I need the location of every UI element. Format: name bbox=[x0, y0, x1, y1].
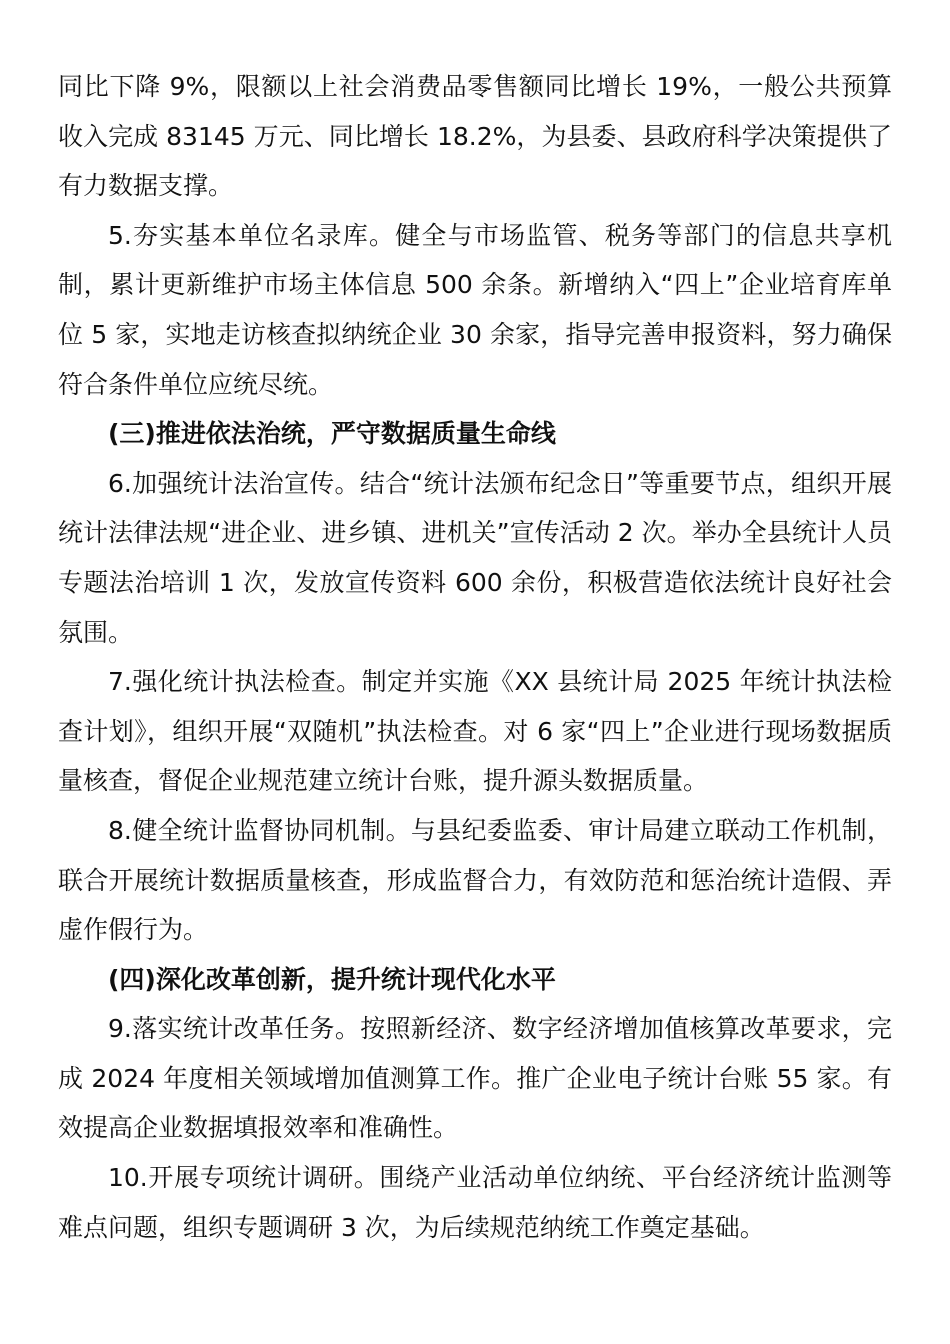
section-heading-3: (三)推进依法治统，严守数据质量生命线 bbox=[108, 419, 556, 449]
item-6-paragraph: 6.加强统计法治宣传。结合“统计法颁布纪念日”等重要节点，组织开展统计法律法规“进企业、进乡镇、进机关”宣传活动 2 次。举办全县统计人员专题法治培训 1 次，发放宣传资料 600 余份，积极营造依法统计良好社会氛围。 bbox=[58, 468, 892, 647]
document-body bbox=[58, 62, 892, 1252]
continued-paragraph: 同比下降 9%，限额以上社会消费品零售额同比增长 19%，一般公共预算收入完成 83145 万元、同比增长 18.2%，为县委、县政府科学决策提供了有力数据支撑。 bbox=[58, 72, 892, 201]
item-10-paragraph: 10.开展专项统计调研。围绕产业活动单位纳统、平台经济统计监测等难点问题，组织专题调研 3 次，为后续规范纳统工作奠定基础。 bbox=[58, 1163, 892, 1242]
item-5-paragraph: 5.夯实基本单位名录库。健全与市场监管、税务等部门的信息共享机制，累计更新维护市场主体信息 500 余条。新增纳入“四上”企业培育库单位 5 家，实地走访核查拟纳统企业 30 余家，指导完善申报资料，努力确保符合条件单位应统尽统。 bbox=[58, 220, 892, 399]
section-heading-4: (四)深化改革创新，提升统计现代化水平 bbox=[108, 964, 556, 994]
item-7-paragraph: 7.强化统计执法检查。制定并实施《XX 县统计局 2025 年统计执法检查计划》，组织开展“双随机”执法检查。对 6 家“四上”企业进行现场数据质量核查，督促企业规范建立统计台账，提升源头数据质量。 bbox=[58, 667, 892, 796]
item-8-paragraph: 8.健全统计监督协同机制。与县纪委监委、审计局建立联动工作机制，联合开展统计数据质量核查，形成监督合力，有效防范和惩治统计造假、弄虚作假行为。 bbox=[58, 815, 892, 945]
item-9-paragraph: 9.落实统计改革任务。按照新经济、数字经济增加值核算改革要求，完成 2024 年度相关领域增加值测算工作。推广企业电子统计台账 55 家。有效提高企业数据填报效率和准确性。 bbox=[58, 1014, 892, 1143]
